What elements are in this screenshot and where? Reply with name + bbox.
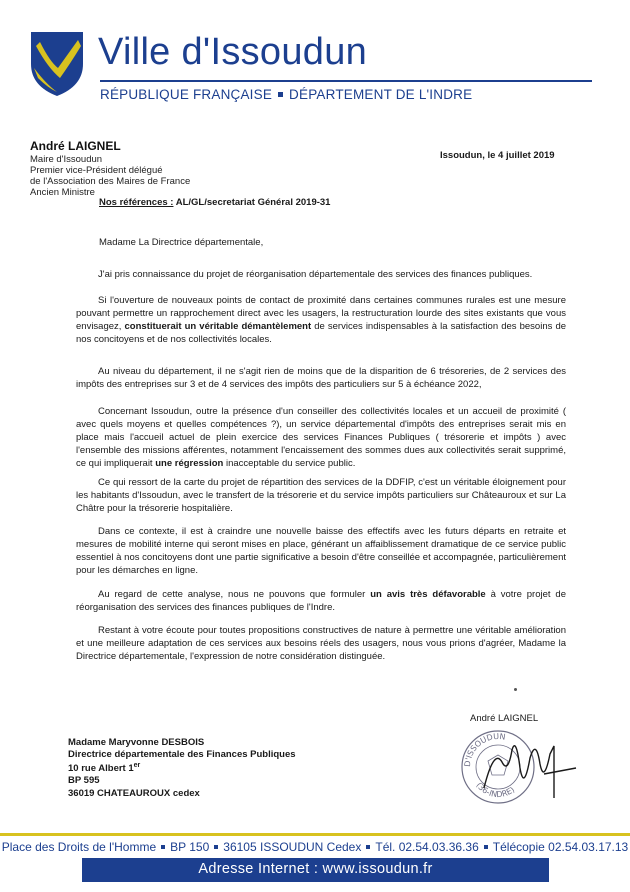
body-paragraph: Au niveau du département, il ne s'agit rien de moins que de la disparition de 6 trésoreries, de 2 services des impôts des entreprises sur 3 et de 4 services des impôts des particuliers sur 5 à échéance 2022, (76, 366, 566, 390)
body-paragraph: Restant à votre écoute pour toutes propositions constructives de nature à permettre une véritable amélioration et une meilleure adaptation de ces services aux besoins réels des usagers, nous vous prions d'agréer, Madame la Directrice départementale, l'expression de notre considération distinguée. (76, 625, 566, 662)
recipient-title: Directrice départementale des Finances Publiques (68, 749, 296, 760)
stamp-bottom-text: (36-INDRE) (474, 780, 517, 800)
body-paragraph: Si l'ouverture de nouveaux points de contact de proximité dans certaines communes rurales est une mesure pouvant permettre un rapprochement direct avec les usagers, la restructuration lourde des sites existants que vous envisagez, constituerait un véritable démantèlement de services indispensables à la satisfaction des besoins de nos concitoyens et de nos collectivités locales. (76, 295, 567, 345)
footer-website: Adresse Internet : www.issoudun.fr (198, 861, 433, 877)
sender-title-line: Premier vice-Président délégué (30, 165, 163, 176)
recipient-po-box: BP 595 (68, 775, 100, 786)
sender-name: André LAIGNEL (30, 139, 121, 153)
sender-title-line: Ancien Ministre (30, 187, 95, 198)
subtitle-republic: RÉPUBLIQUE FRANÇAISE (100, 87, 273, 102)
square-bullet-icon (366, 845, 370, 849)
header-rule (100, 80, 592, 82)
recipient-city: 36019 CHATEAUROUX cedex (68, 788, 200, 799)
sender-title-line: de l'Association des Maires de France (30, 176, 191, 187)
footer-address: Place des Droits de l'Homme BP 150 36105 ISSOUDUN Cedex Tél. 02.54.03.36.36 Télécopie 02.54.03.17.13 (1, 840, 629, 854)
handwritten-signature-icon (480, 728, 580, 808)
body-paragraph: Au regard de cette analyse, nous ne pouvons que formuler un avis très défavorable à votre projet de réorganisation des services des finances publiques de l'Indre. (76, 589, 566, 613)
references-value: AL/GL/secretariat Général 2019-31 (173, 197, 331, 208)
references (99, 197, 330, 208)
stray-mark (514, 688, 517, 691)
square-bullet-icon (161, 845, 165, 849)
letter-date: Issoudun, le 4 juillet 2019 (440, 150, 555, 161)
body-paragraph: J'ai pris connaissance du projet de réorganisation départementale des services des finances publiques. (98, 269, 533, 280)
sender-title-line: Maire d'Issoudun (30, 154, 103, 165)
body-paragraph: Dans ce contexte, il est à craindre une nouvelle baisse des effectifs avec les futurs départs en retraite et mesures de mobilité interne qui seront mises en place, générant un affaiblissement dramatique de ce service public essentiel à nos concitoyens dont une partie significative a besoin d'être conseillée et accompagnée, particulièrement pour les démarches en ligne. (76, 526, 566, 576)
salutation: Madame La Directrice départementale, (99, 237, 264, 248)
body-paragraph: Ce qui ressort de la carte du projet de répartition des services de la DDFIP, c'est un véritable éloignement pour les habitants d'Issoudun, avec le transfert de la trésorerie et du service impôts particuliers sur Châteauroux et sur La Châtre pour la trésorerie hospitalière. (76, 477, 566, 514)
square-bullet-icon (484, 845, 488, 849)
recipient-street: 10 rue Albert 1er (68, 762, 141, 775)
header-subtitle (100, 87, 472, 102)
city-title: Ville d'Issoudun (98, 31, 368, 73)
stamp-top-text: D'ISSOUDUN (462, 731, 507, 768)
body-paragraph: Concernant Issoudun, outre la présence d'un conseiller des collectivités locales et un accueil de proximité ( avec quels moyens et quelles compétences ?), un service départemental d'impôts des entreprises serait mis en place mais l'accueil actuel de plein exercice des services Finances Publiques ( trésorerie et impôts ) avec l'ensemble des missions afférentes, notamment l'encaissement des sommes dues aux collectivités serait supprimé, ce qui impliquerait une régression inacceptable du service public. (76, 406, 566, 469)
square-bullet-icon (278, 92, 283, 97)
city-logo-icon (28, 28, 86, 98)
recipient-name: Madame Maryvonne DESBOIS (68, 737, 205, 748)
signature-name: André LAIGNEL (470, 713, 539, 724)
footer-rule (0, 833, 630, 836)
subtitle-department: DÉPARTEMENT DE L'INDRE (289, 87, 473, 102)
square-bullet-icon (214, 845, 218, 849)
references-label: Nos références : (99, 197, 174, 208)
